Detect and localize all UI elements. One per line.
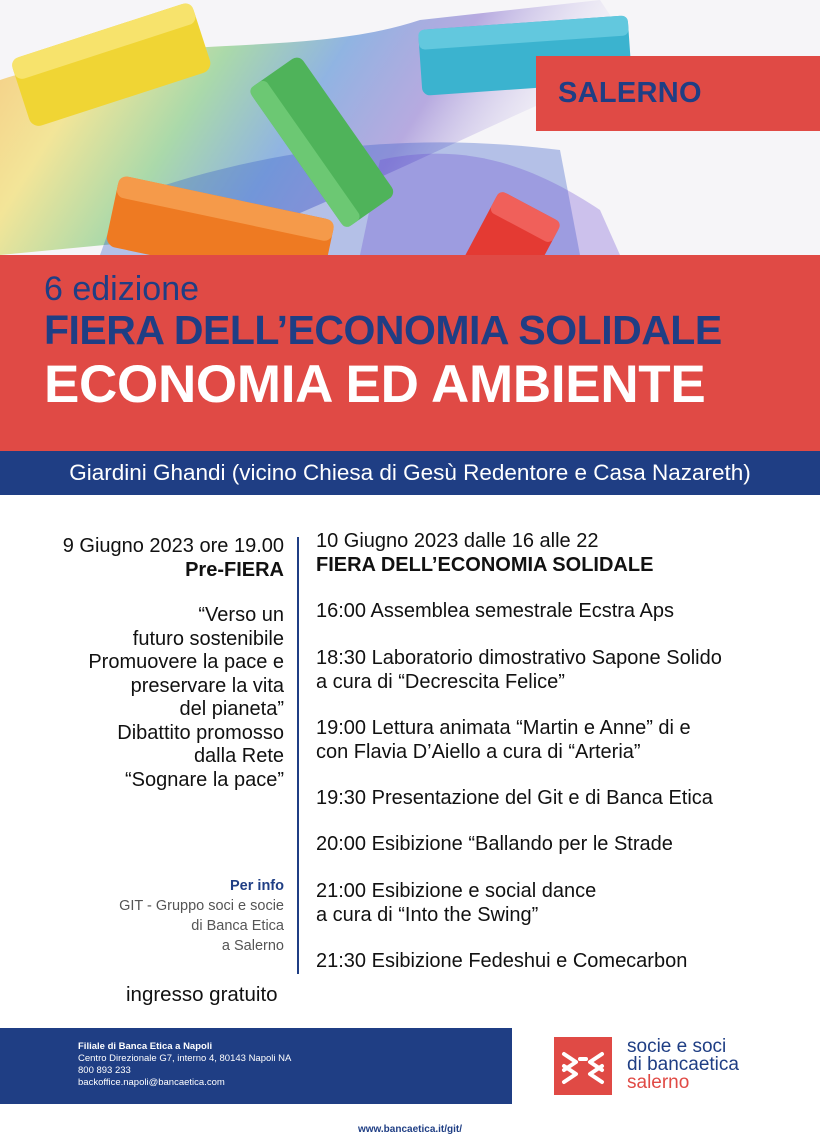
info-title: Per info	[230, 878, 284, 894]
location-text: Giardini Ghandi (vicino Chiesa di Gesù Redentore e Casa Nazareth)	[69, 460, 751, 485]
event-item	[316, 647, 722, 694]
info-line: a Salerno	[221, 938, 284, 954]
event-line: 19:30 Presentazione del Git e di Banca Etica	[316, 787, 713, 809]
pre-fair-date: 9 Giugno 2023 ore 19.00	[62, 535, 284, 557]
event-item	[316, 600, 674, 624]
logo-line-2: di bancaetica	[627, 1054, 739, 1075]
free-entry-label: ingresso gratuito	[126, 983, 278, 1006]
logo-line-1: socie e soci	[627, 1036, 727, 1057]
city-label: SALERNO	[558, 77, 702, 109]
theme-title: ECONOMIA ED AMBIENTE	[44, 355, 706, 414]
pre-fair-column	[20, 534, 284, 792]
description-line: Dibattito promosso	[117, 721, 284, 744]
event-line: 16:00 Assemblea semestrale Ecstra Aps	[316, 600, 674, 622]
branch-email: backoffice.napoli@bancaetica.com	[78, 1077, 225, 1088]
fair-day-date: 10 Giugno 2023 dalle 16 alle 22	[316, 530, 599, 552]
hero-image	[0, 0, 820, 255]
event-item	[316, 717, 691, 764]
event-item	[316, 880, 596, 927]
event-line: 20:00 Esibizione “Ballando per le Strade	[316, 833, 673, 855]
info-line: di Banca Etica	[191, 918, 284, 934]
fair-day-column	[316, 529, 811, 972]
branch-name: Filiale di Banca Etica a Napoli	[78, 1041, 213, 1052]
website-link[interactable]: www.bancaetica.it/git/	[357, 1124, 463, 1135]
description-line: futuro sostenibile	[132, 627, 284, 650]
event-line: a cura di “Decrescita Felice”	[316, 670, 565, 693]
event-item	[316, 787, 713, 811]
pre-fair-label: Pre-FIERA	[185, 559, 284, 581]
pre-fair-description	[20, 604, 284, 792]
description-line: del pianeta”	[179, 698, 284, 720]
logo-line-3: salerno	[627, 1072, 690, 1093]
branch-phone: 800 893 233	[78, 1065, 131, 1076]
event-line: 19:00 Lettura animata “Martin e Anne” di e	[316, 717, 691, 739]
event-item	[316, 950, 687, 974]
branch-contact-box	[0, 1028, 512, 1104]
event-line: a cura di “Into the Swing”	[316, 903, 539, 926]
info-block	[60, 876, 284, 956]
branch-address: Centro Direzionale G7, interno 4, 80143 Napoli NA	[78, 1053, 292, 1064]
bancaetica-logo-icon	[554, 1037, 612, 1095]
description-line: preservare la vita	[130, 674, 284, 697]
description-line: Promuovere la pace e	[88, 651, 284, 673]
event-line: 21:30 Esibizione Fedeshui e Comecarbon	[316, 950, 688, 972]
edition-label: 6 edizione	[44, 270, 200, 308]
location-bar	[0, 451, 820, 495]
description-line: “Verso un	[198, 604, 284, 626]
bancaetica-logo-text	[627, 1038, 739, 1092]
fair-day-title: FIERA DELL’ECONOMIA SOLIDALE	[316, 554, 654, 576]
event-line: 21:00 Esibizione e social dance	[316, 880, 597, 902]
event-line: con Flavia D’Aiello a cura di “Arteria”	[316, 740, 641, 763]
event-line: 18:30 Laboratorio dimostrativo Sapone Solido	[316, 647, 722, 669]
info-line: GIT - Gruppo soci e socie	[119, 898, 284, 914]
description-line: “Sognare la pace”	[125, 768, 284, 791]
description-line: dalla Rete	[193, 745, 284, 767]
column-divider	[297, 537, 299, 974]
event-item	[316, 833, 673, 857]
city-label-box	[536, 56, 820, 131]
fair-title: FIERA DELL’ECONOMIA SOLIDALE	[44, 307, 722, 353]
